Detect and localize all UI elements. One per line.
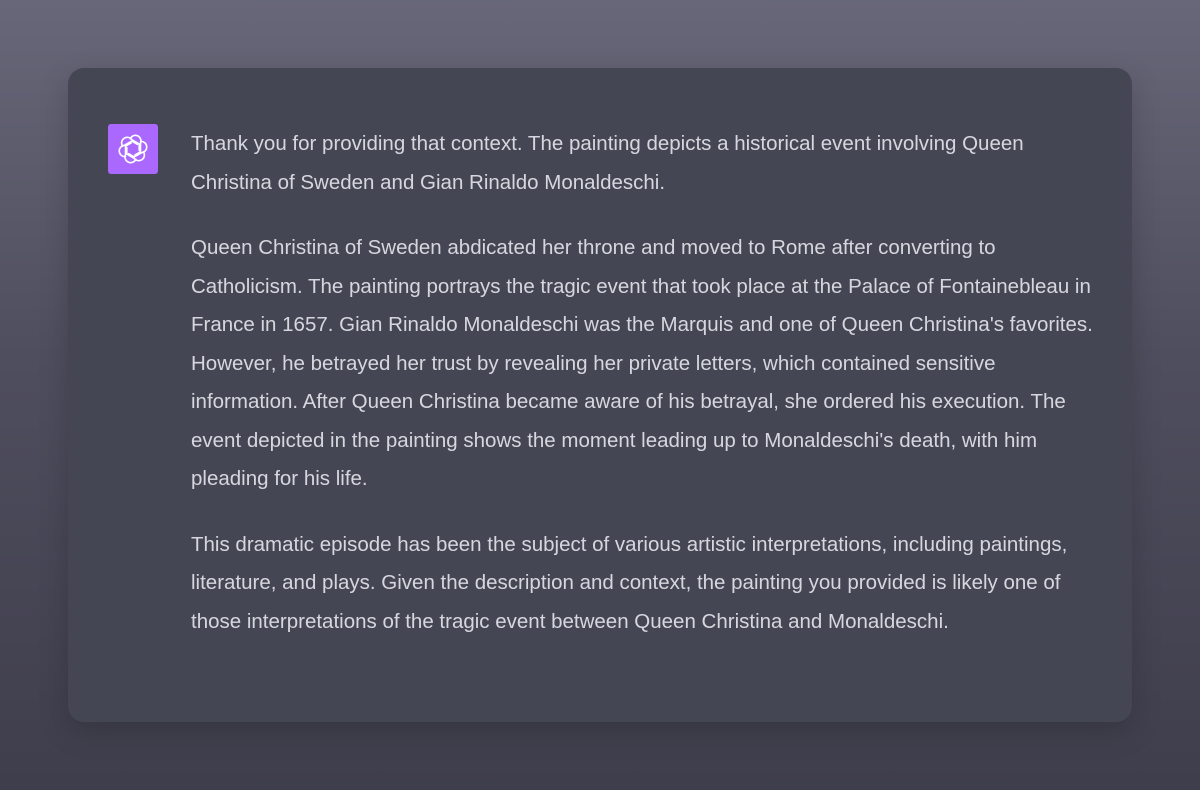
assistant-message [191,125,1101,641]
message-paragraph: Queen Christina of Sweden abdicated her throne and moved to Rome after converting to Catholicism. The painting portrays the tragic event that took place at the Palace of Fontainebleau in France in 1657. Gian Rinaldo Monaldeschi was the Marquis and one of Queen Christina's favorites. However, he betrayed her trust by revealing her private letters, which contained sensitive information. After Queen Christina became aware of his betrayal, she ordered his execution. The event depicted in the painting shows the moment leading up to Monaldeschi's death, with him pleading for his life. [191,236,1093,490]
message-paragraph: Thank you for providing that context. The painting depicts a historical event involving Queen Christina of Sweden and Gian Rinaldo Monaldeschi. [191,132,1024,194]
chat-message-card [68,68,1132,722]
assistant-avatar [108,124,158,174]
openai-logo-icon [118,134,148,164]
message-paragraph: This dramatic episode has been the subject of various artistic interpretations, including paintings, literature, and plays. Given the description and context, the painting you provided is likely one of those interpretations of the tragic event between Queen Christina and Monaldeschi. [191,532,1068,633]
